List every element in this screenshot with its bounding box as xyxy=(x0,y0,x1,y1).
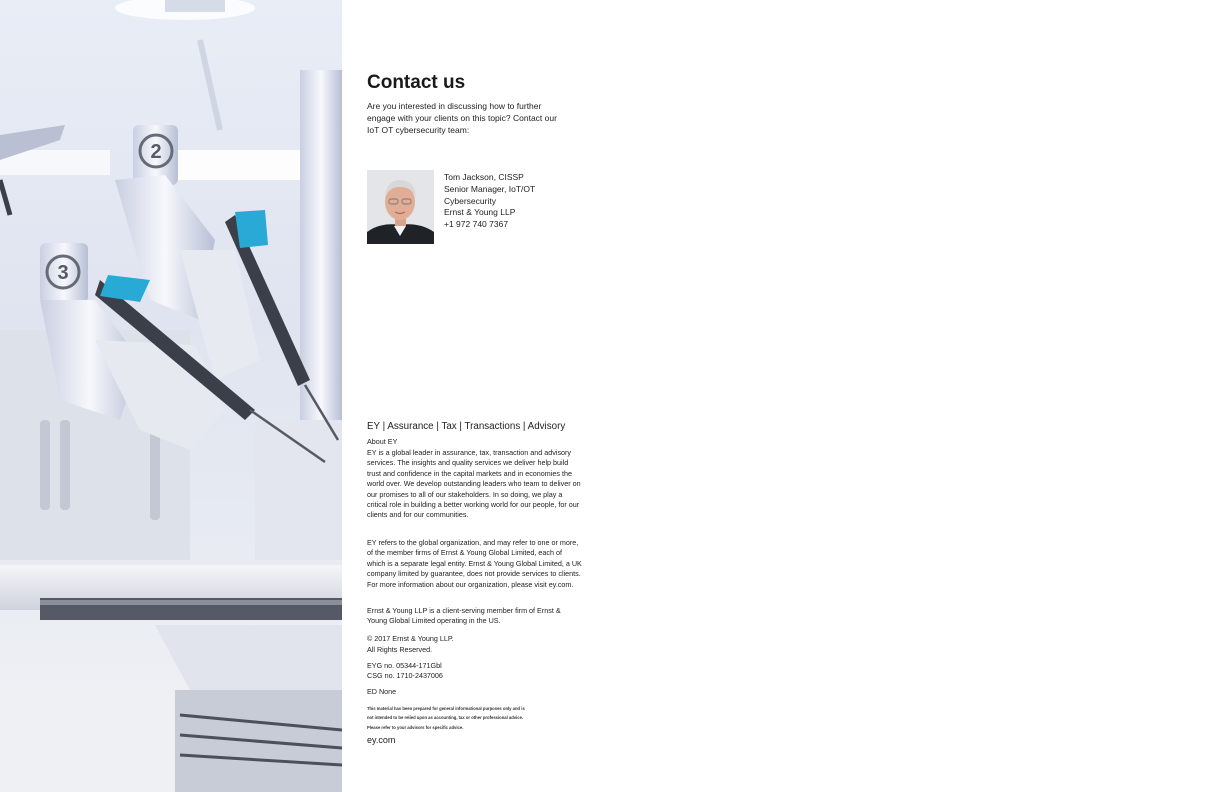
website-link[interactable]: ey.com xyxy=(367,735,396,745)
contact-firm: Ernst & Young LLP xyxy=(444,207,516,218)
about-heading: About EY xyxy=(367,437,398,446)
csg-number: CSG no. 1710-2437006 xyxy=(367,671,443,680)
contact-phone[interactable]: +1 972 740 7367 xyxy=(444,219,509,230)
arm-label-3: 3 xyxy=(57,262,69,284)
page-title: Contact us xyxy=(367,72,466,93)
about-text: EY is a global leader in assurance, tax, transaction and advisory services. The insights and quality services we deliver help build trust and confidence in the capital markets and in economies the world over. We develop outstanding leaders who team to deliver on our promises to all of our stakeholders. In so doing, we play a critical role in building a better working world for our people, for our clients and for our communities. xyxy=(367,448,581,520)
disclaimer-line-3: Please refer to your advisors for specific advice. xyxy=(367,724,464,730)
disclaimer xyxy=(367,704,582,732)
arm-label-2: 2 xyxy=(150,141,162,163)
intro-text: Are you interested in discussing how to further engage with your clients on this topic? Contact our IoT OT cybersecurity team: xyxy=(367,101,557,135)
contact-area: Cybersecurity xyxy=(444,195,496,206)
eyg-number: EYG no. 05344-171Gbl xyxy=(367,661,442,670)
service-lines: EY | Assurance | Tax | Transactions | Advisory xyxy=(367,421,566,432)
contact-details xyxy=(444,172,535,231)
surgical-robot-illustration xyxy=(0,0,342,792)
contact-role: Senior Manager, IoT/OT xyxy=(444,183,536,194)
member-firm-text: Ernst & Young LLP is a client-serving member firm of Ernst & Young Global Limited operating in the US. xyxy=(367,606,561,626)
disclaimer-line-2: not intended to be relied upon as accounting, tax or other professional advice. xyxy=(367,715,524,721)
disclaimer-line-1: This material has been prepared for general informational purposes only and is xyxy=(367,706,525,711)
copyright-line-1: © 2017 Ernst & Young LLP. xyxy=(367,634,454,643)
person-portrait xyxy=(367,170,434,244)
hero-image-surgical-robot xyxy=(0,0,342,792)
contact-name: Tom Jackson, CISSP xyxy=(444,172,524,182)
ed-line: ED None xyxy=(367,687,397,696)
contact-photo xyxy=(367,170,434,244)
organization-text: EY refers to the global organization, and may refer to one or more, of the member firms of Ernst & Young Global Limited, each of which is a separate legal entity. Ernst & Young Global Limited, a UK company limited by guarantee, does not provide services to clients. For more information about our organization, please visit ey.com. xyxy=(367,538,582,589)
copyright-line-2: All Rights Reserved. xyxy=(367,645,433,654)
